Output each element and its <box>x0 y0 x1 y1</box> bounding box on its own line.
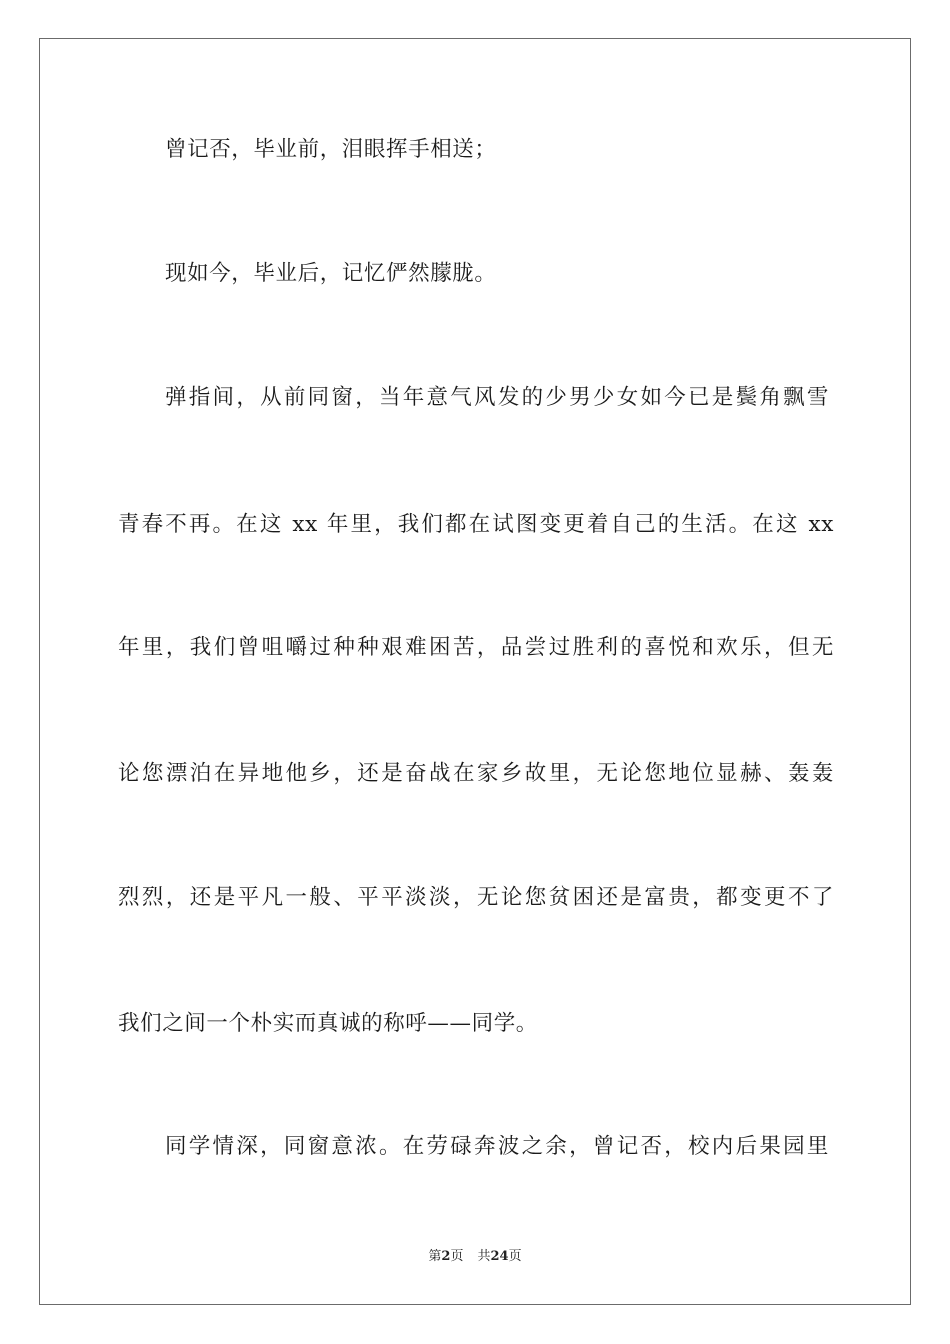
footer-total-pages: 24 <box>490 1249 509 1264</box>
text-line-1: 曾记否，毕业前，泪眼挥手相送； <box>165 137 497 162</box>
footer-total-suffix: 页 <box>508 1249 522 1264</box>
text-line-2: 现如今，毕业后，记忆俨然朦胧。 <box>165 261 497 286</box>
page-footer <box>0 1248 950 1266</box>
text-line-3: 弹指间，从前同窗，当年意气风发的少男少女如今已是鬓角飘雪 <box>165 385 829 410</box>
text-line-6: 论您漂泊在异地他乡，还是奋战在家乡故里，无论您地位显赫、轰轰 <box>118 761 834 786</box>
text-line-8: 我们之间一个朴实而真诚的称呼——同学。 <box>118 1011 538 1036</box>
page-border <box>39 38 911 1305</box>
text-line-4: 青春不再。在这 xx 年里，我们都在试图变更着自己的生活。在这 xx <box>118 512 834 537</box>
footer-total-prefix: 共 <box>477 1249 491 1264</box>
text-line-9: 同学情深，同窗意浓。在劳碌奔波之余，曾记否，校内后果园里 <box>165 1134 829 1159</box>
text-line-7: 烈烈，还是平凡一般、平平淡淡，无论您贫困还是富贵，都变更不了 <box>118 885 834 910</box>
footer-page-number: 2 <box>441 1249 451 1264</box>
footer-prefix: 第 <box>428 1249 442 1264</box>
footer-page-suffix: 页 <box>450 1249 464 1264</box>
text-line-5: 年里，我们曾咀嚼过种种艰难困苦，品尝过胜利的喜悦和欢乐，但无 <box>118 635 834 660</box>
